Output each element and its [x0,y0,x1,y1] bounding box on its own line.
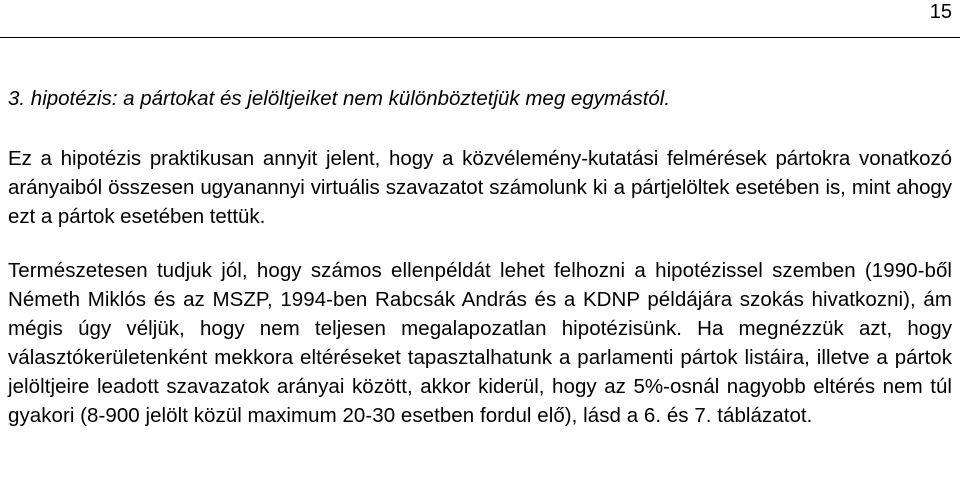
paragraph-1: Ez a hipotézis praktikusan annyit jelent, hogy a közvélemény-kutatási felmérések pártokra vonatkozó arányaiból összesen ugyanannyi virtuális szavazatot számolunk ki a pártjelöltek esetében is, mint ahogy ezt a pártok esetében tettük. [8,147,952,228]
paragraph-2: Természetesen tudjuk jól, hogy számos ellenpéldát lehet felhozni a hipotézissel szemben (1990-ből Németh Miklós és az MSZP, 1994-ben Rabcsák András és a KDNP példájára szokás hivatkozni), ám mégis úgy véljük, hogy nem teljesen megalapozatlan hipotézisünk. Ha megnézzük azt, hogy választókerületenként mekkora eltéréseket tapasztalhatunk a parlamenti pártok listáira, illetve a pártok jelöltjeire leadott szavazatok arányai között, akkor kiderül, hogy az 5%-osnál nagyobb eltérés nem túl gyakori (8-900 jelölt közül maximum 20-30 esetben fordul elő), lásd a 6. és 7. táblázatot. [8,259,952,427]
section-heading: 3. hipotézis: a pártokat és jelöltjeiket nem különböztetjük meg egymástól. [8,87,671,110]
page-number: 15 [929,1,952,23]
header-divider [0,37,960,38]
